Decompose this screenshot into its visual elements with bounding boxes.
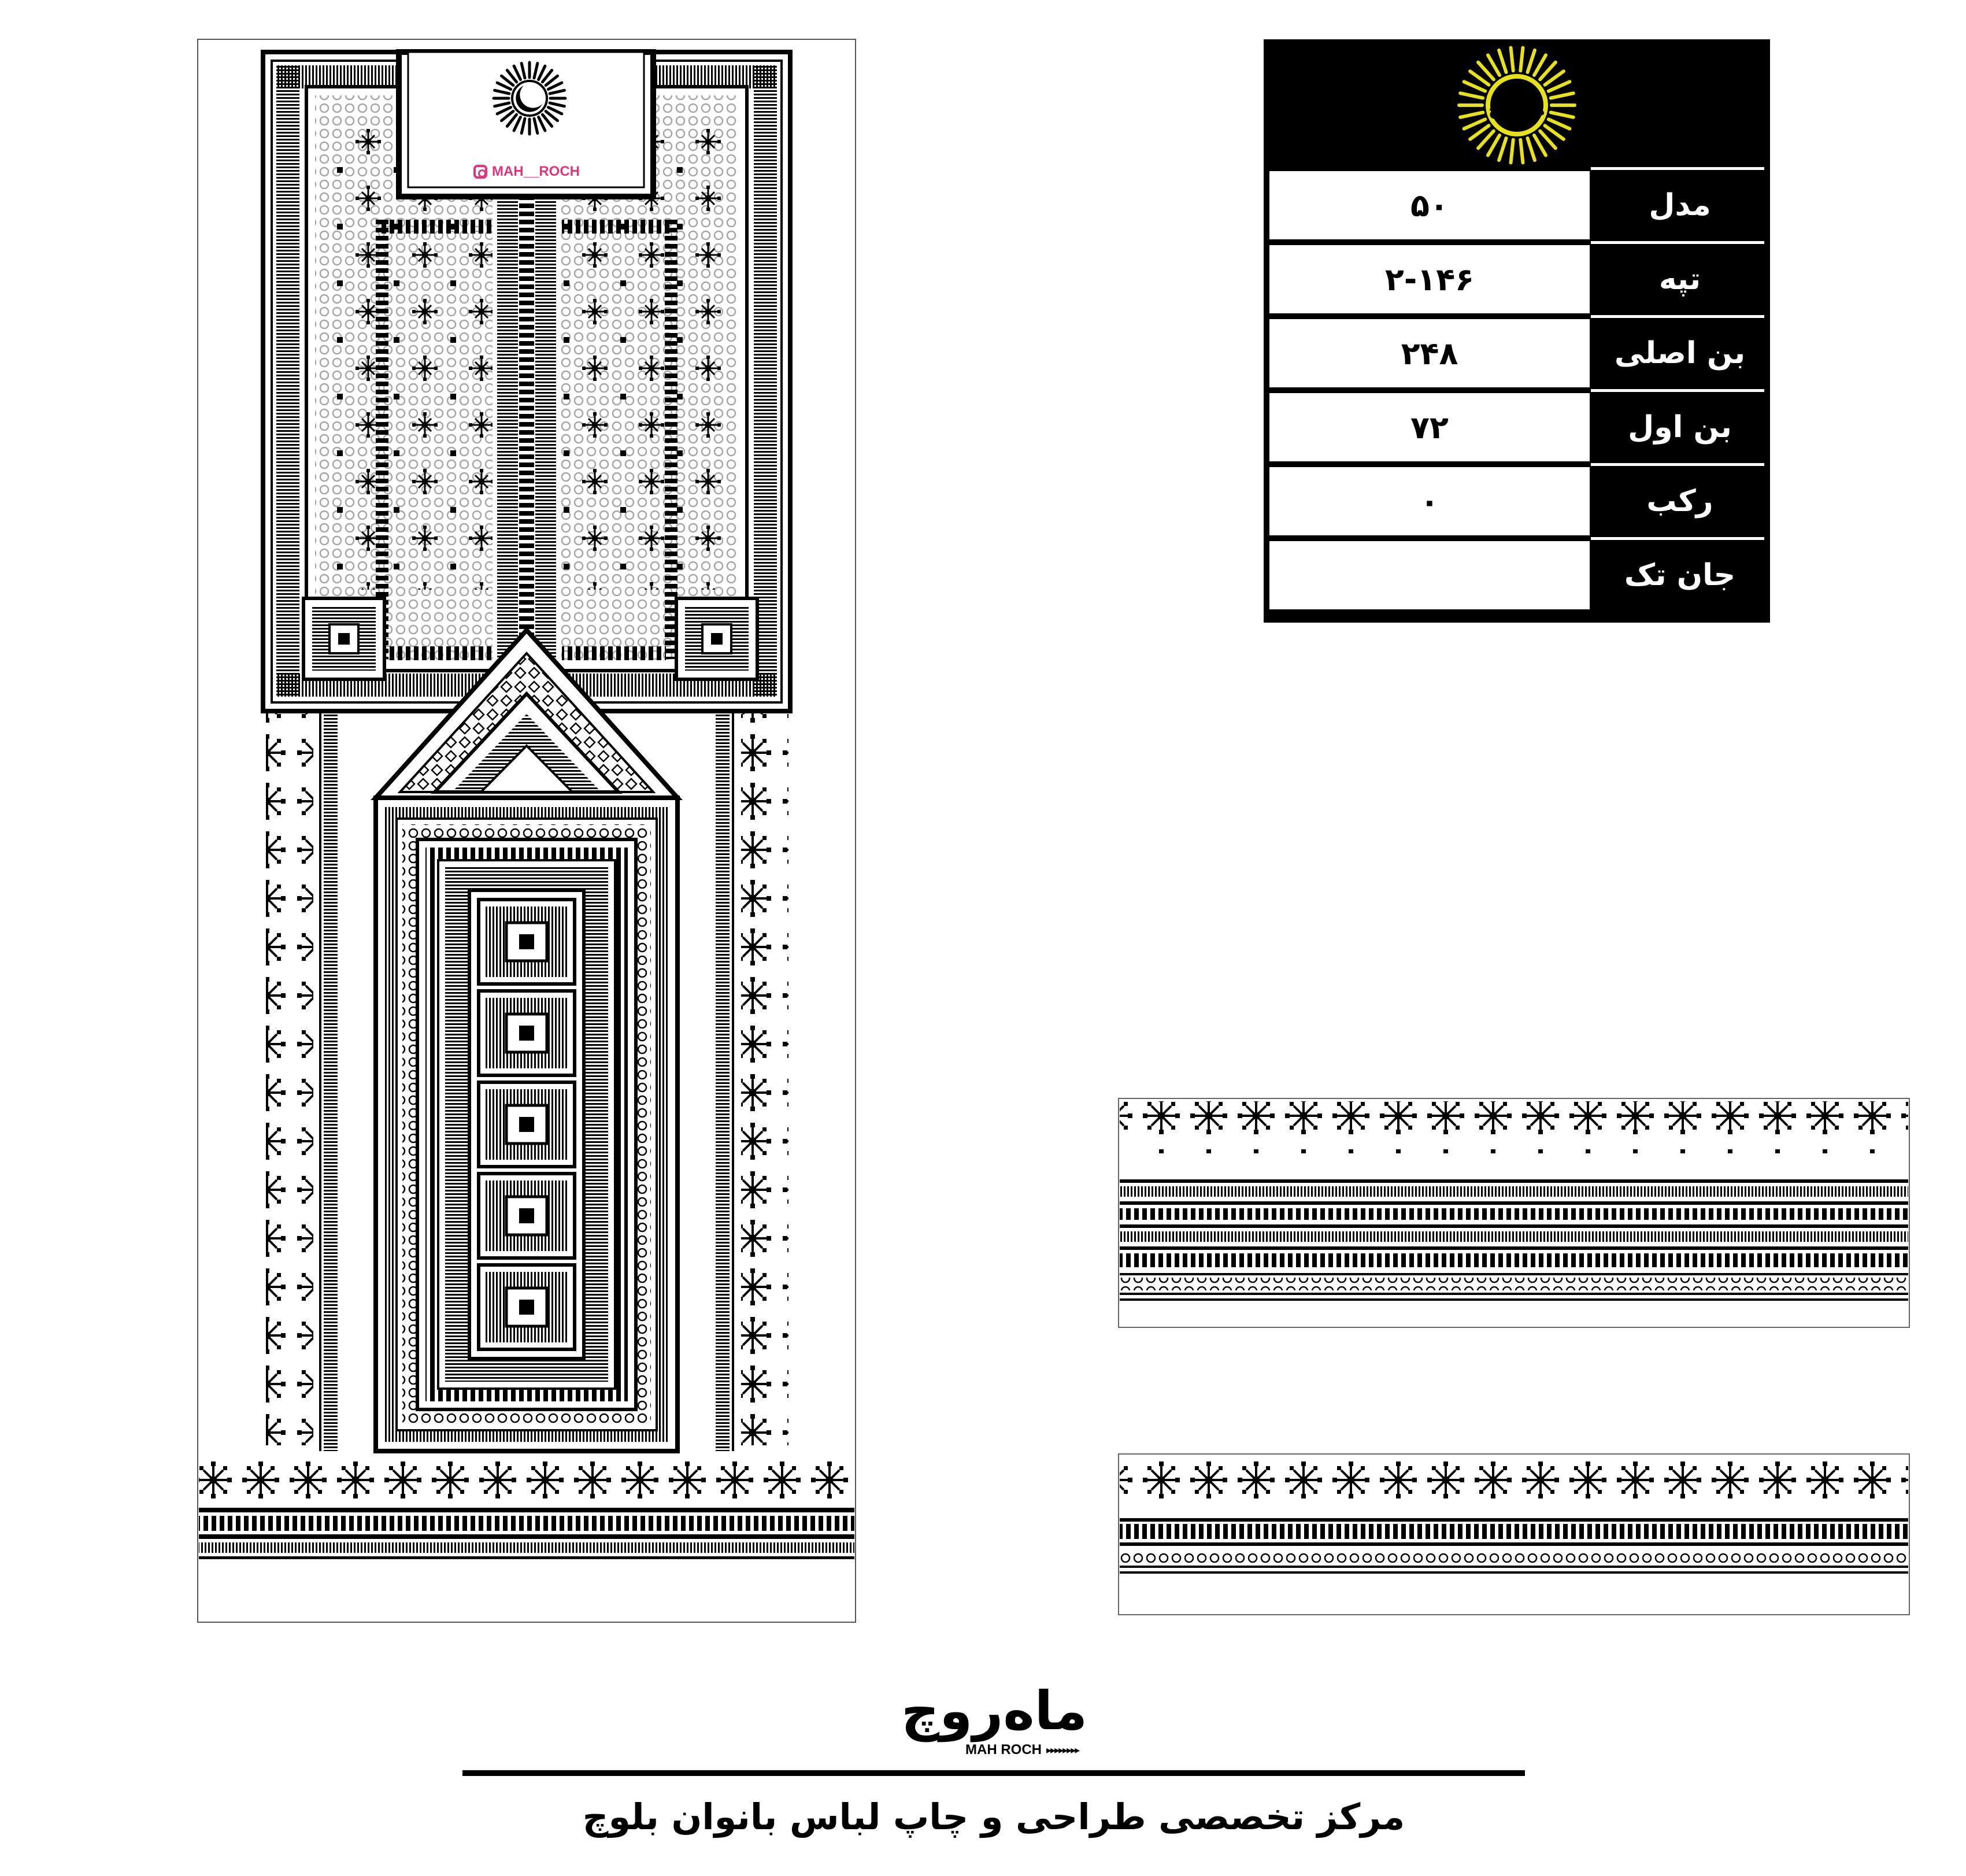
footer-tagline: مرکز تخصصی طراحی و چاپ لباس بانوان بلوچ	[582, 1796, 1405, 1838]
spec-table	[1264, 39, 1770, 623]
spec-row-model	[1269, 171, 1764, 239]
spec-row-rekab	[1269, 467, 1764, 535]
sun-logo-icon	[1453, 45, 1580, 166]
spec-row-tappeh	[1269, 245, 1764, 313]
spec-value: ۰	[1269, 467, 1590, 535]
spec-value	[1269, 541, 1590, 609]
footer-logo-latin: MAH ROCH	[965, 1742, 1042, 1757]
spec-value: ۷۲	[1269, 393, 1590, 461]
spec-value: ۲-۱۴۶	[1269, 245, 1590, 313]
spec-label: بن اصلی	[1614, 336, 1746, 371]
spec-label: بن اول	[1628, 410, 1732, 445]
spec-value: ۲۴۸	[1269, 319, 1590, 387]
logo-wordmark: ماه‌روچ	[1488, 100, 1546, 119]
footer-logo-wordmark: ماه‌روچ	[901, 1680, 1088, 1742]
spec-row-first-base	[1269, 393, 1764, 461]
spec-row-main-base	[1269, 319, 1764, 387]
arrows-icon: ▸▸▸▸▸▸▸▸	[1046, 1744, 1079, 1756]
spec-label: مدل	[1649, 188, 1711, 223]
spec-label: رکب	[1646, 484, 1713, 519]
footer-logo	[879, 1682, 1110, 1763]
spec-value: ۵۰	[1269, 171, 1590, 239]
spec-row-jan-tak	[1269, 541, 1764, 609]
instagram-handle[interactable]	[466, 163, 587, 180]
instagram-icon	[473, 165, 487, 179]
instagram-handle-text: MAH__ROCH	[491, 164, 580, 179]
footer-divider	[462, 1770, 1525, 1776]
neckline-brand	[408, 52, 644, 187]
spec-label: تپه	[1658, 262, 1701, 297]
spec-table-header	[1264, 39, 1770, 171]
spec-label: جان تک	[1624, 558, 1736, 593]
